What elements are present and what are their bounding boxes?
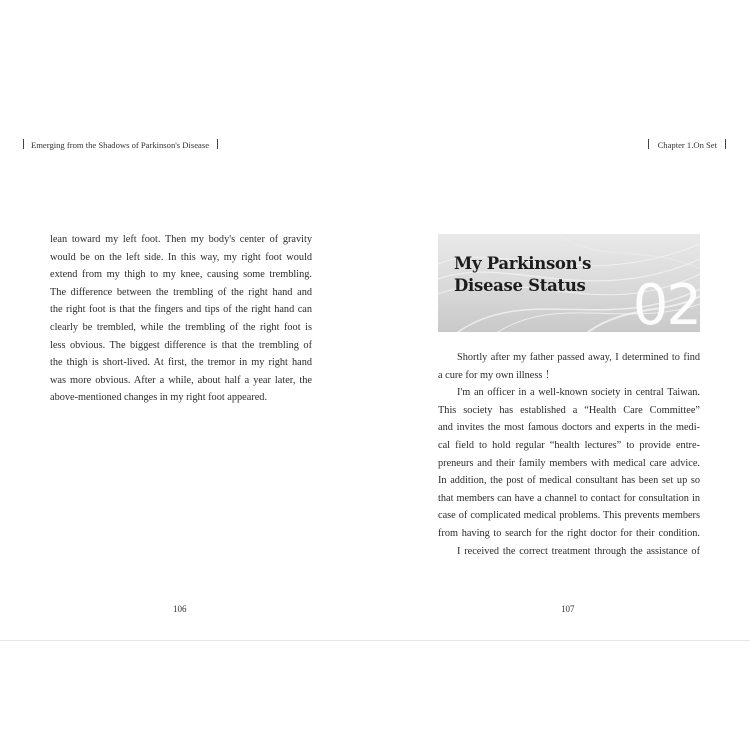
- right-running-head: [648, 139, 726, 151]
- chapter-title: My Parkinson's Disease Status: [454, 254, 592, 295]
- left-page-body: [50, 231, 312, 407]
- text-line: clearly be trembled, while the trembling of the right foot is: [50, 321, 312, 333]
- bottom-divider: [0, 640, 750, 641]
- text-line: The difference between the trembling of the right hand and: [50, 286, 312, 298]
- text-line: Shortly after my father passed away, I determined to find: [457, 352, 700, 363]
- text-line: would be on the left side. In this way, my right foot would: [50, 251, 312, 263]
- divider-bar: [648, 139, 649, 149]
- text-line: cal field to hold regular “health lectures” to provide entre-: [438, 439, 700, 451]
- right-page-body: [438, 349, 700, 560]
- chapter-number: 02: [632, 273, 700, 332]
- book-title-header: Emerging from the Shadows of Parkinson's Disease: [31, 140, 210, 150]
- text-line: the thigh is short-lived. At first, the tremor in my right hand: [50, 357, 312, 369]
- text-line: and invites the most famous doctors and experts in the medi-: [438, 422, 700, 434]
- text-line: that members can have a channel to contact for consultation in: [438, 492, 700, 504]
- chapter-header: Chapter 1.On Set: [657, 140, 717, 150]
- divider-bar: [23, 139, 24, 149]
- right-page-number: 107: [561, 604, 575, 614]
- text-line: lean toward my left foot. Then my body's center of gravity: [50, 234, 312, 245]
- left-running-head: [23, 139, 218, 151]
- text-line: from having to search for the right doctor for their condition.: [438, 527, 700, 539]
- text-line: extend from my thigh to my knee, causing some trembling.: [50, 269, 312, 281]
- divider-bar: [217, 139, 218, 149]
- divider-bar: [725, 139, 726, 149]
- text-line: case of complicated medical problems. This prevents members: [438, 510, 700, 522]
- text-line: I received the correct treatment through the assistance of: [457, 545, 700, 557]
- text-line: a cure for my own illness ！: [438, 369, 556, 381]
- text-line: less obvious. The biggest difference is that the trembling of: [50, 339, 312, 351]
- left-page-number: 106: [173, 604, 187, 614]
- text-line: This society has established a “Health Care Committee”: [438, 404, 700, 416]
- text-line: the right foot is that the fingers and tips of the right hand can: [50, 304, 312, 316]
- text-line: above-mentioned changes in my right foot appeared.: [50, 392, 268, 404]
- chapter-banner: [438, 234, 700, 332]
- text-line: preneurs and their family members with medical care advice.: [438, 457, 700, 469]
- text-line: In addition, the post of medical consultant has been set up so: [438, 475, 700, 487]
- text-line: I'm an officer in a well-known society in central Taiwan.: [457, 387, 700, 399]
- text-line: was more obvious. After a while, about half a year later, the: [50, 374, 312, 386]
